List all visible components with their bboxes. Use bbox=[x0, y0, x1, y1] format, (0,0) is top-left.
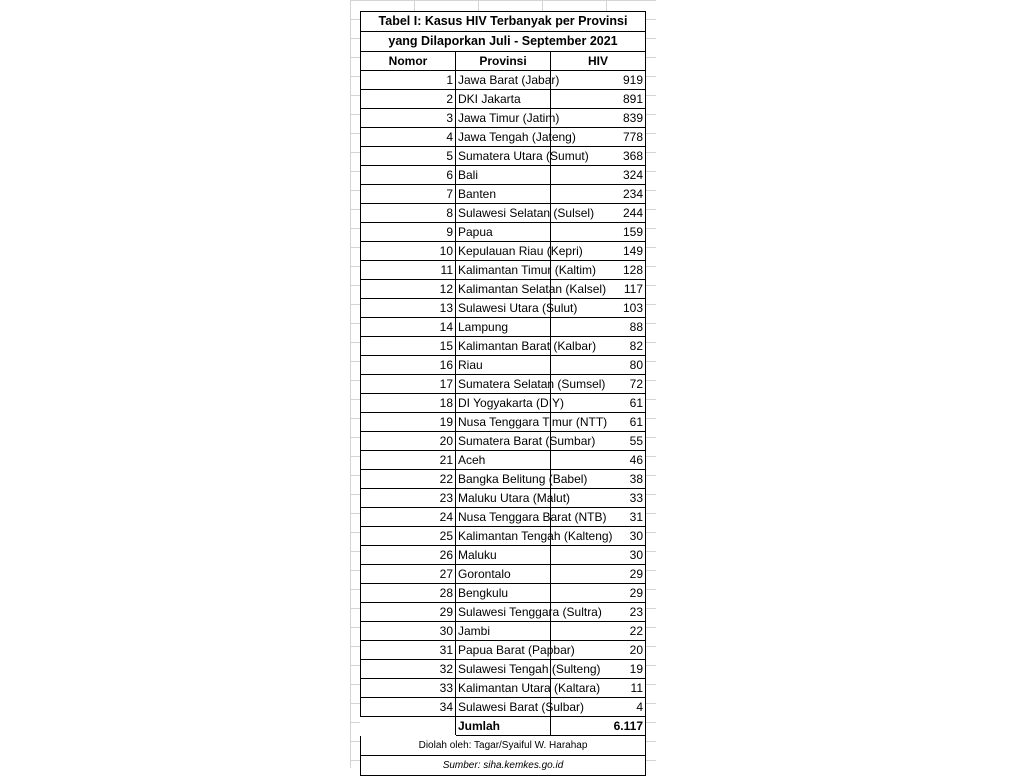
cell-provinsi[interactable]: Nusa Tenggara Timur (NTT) bbox=[456, 413, 551, 432]
table-row bbox=[361, 280, 646, 299]
table-row bbox=[361, 660, 646, 679]
cell-provinsi[interactable]: Lampung bbox=[456, 318, 551, 337]
table-row bbox=[361, 698, 646, 717]
table-row bbox=[361, 394, 646, 413]
cell-provinsi[interactable]: Bangka Belitung (Babel) bbox=[456, 470, 551, 489]
cell-hiv[interactable]: 80 bbox=[551, 356, 646, 375]
cell-nomor[interactable]: 8 bbox=[361, 204, 456, 223]
credit-row bbox=[361, 736, 646, 756]
table-row bbox=[361, 432, 646, 451]
table-row bbox=[361, 603, 646, 622]
cell-provinsi[interactable]: Sumatera Barat (Sumbar) bbox=[456, 432, 551, 451]
table-row bbox=[361, 451, 646, 470]
cell-hiv[interactable]: 19 bbox=[551, 660, 646, 679]
cell-hiv[interactable]: 82 bbox=[551, 337, 646, 356]
cell-provinsi[interactable]: Bali bbox=[456, 166, 551, 185]
header-hiv[interactable]: HIV bbox=[551, 52, 646, 71]
table-title-line-2[interactable]: yang Dilaporkan Juli - September 2021 bbox=[361, 32, 646, 52]
cell-nomor[interactable]: 23 bbox=[361, 489, 456, 508]
cell-provinsi[interactable]: Sumatera Utara (Sumut) bbox=[456, 147, 551, 166]
cell-provinsi[interactable]: Jawa Barat (Jabar) bbox=[456, 71, 551, 90]
table-row bbox=[361, 622, 646, 641]
cell-nomor[interactable]: 1 bbox=[361, 71, 456, 90]
cell-provinsi[interactable]: Nusa Tenggara Barat (NTB) bbox=[456, 508, 551, 527]
cell-provinsi[interactable]: Papua Barat (Papbar) bbox=[456, 641, 551, 660]
cell-provinsi[interactable]: Kalimantan Timur (Kaltim) bbox=[456, 261, 551, 280]
cell-nomor[interactable]: 3 bbox=[361, 109, 456, 128]
title-row-2 bbox=[361, 32, 646, 52]
cell-provinsi[interactable]: Jawa Tengah (Jateng) bbox=[456, 128, 551, 147]
cell-nomor[interactable]: 6 bbox=[361, 166, 456, 185]
cell-hiv[interactable]: 234 bbox=[551, 185, 646, 204]
table-row bbox=[361, 299, 646, 318]
table-row bbox=[361, 546, 646, 565]
cell-provinsi[interactable]: Sulawesi Utara (Sulut) bbox=[456, 299, 551, 318]
cell-hiv[interactable]: 23 bbox=[551, 603, 646, 622]
cell-provinsi[interactable]: Maluku Utara (Malut) bbox=[456, 489, 551, 508]
cell-provinsi[interactable]: Kepulauan Riau (Kepri) bbox=[456, 242, 551, 261]
table-row bbox=[361, 261, 646, 280]
credit-text[interactable]: Diolah oleh: Tagar/Syaiful W. Harahap bbox=[361, 736, 646, 756]
table-row bbox=[361, 147, 646, 166]
cell-provinsi[interactable]: DI Yogyakarta (DIY) bbox=[456, 394, 551, 413]
cell-provinsi[interactable]: Bengkulu bbox=[456, 584, 551, 603]
cell-provinsi[interactable]: Sulawesi Tenggara (Sultra) bbox=[456, 603, 551, 622]
cell-hiv[interactable]: 61 bbox=[551, 394, 646, 413]
cell-nomor[interactable]: 27 bbox=[361, 565, 456, 584]
table-row bbox=[361, 204, 646, 223]
cell-nomor[interactable]: 26 bbox=[361, 546, 456, 565]
cell-nomor[interactable]: 31 bbox=[361, 641, 456, 660]
cell-nomor[interactable]: 24 bbox=[361, 508, 456, 527]
table-row bbox=[361, 223, 646, 242]
cell-hiv[interactable]: 11 bbox=[551, 679, 646, 698]
cell-nomor[interactable]: 22 bbox=[361, 470, 456, 489]
total-empty-cell[interactable] bbox=[361, 717, 456, 736]
table-title-line-1[interactable]: Tabel I: Kasus HIV Terbanyak per Provinsi bbox=[361, 12, 646, 32]
cell-nomor[interactable]: 9 bbox=[361, 223, 456, 242]
table-row bbox=[361, 166, 646, 185]
title-row-1 bbox=[361, 12, 646, 32]
cell-nomor[interactable]: 32 bbox=[361, 660, 456, 679]
cell-hiv[interactable]: 778 bbox=[551, 128, 646, 147]
cell-hiv[interactable]: 919 bbox=[551, 71, 646, 90]
cell-nomor[interactable]: 2 bbox=[361, 90, 456, 109]
cell-provinsi[interactable]: Banten bbox=[456, 185, 551, 204]
table-row bbox=[361, 565, 646, 584]
cell-nomor[interactable]: 14 bbox=[361, 318, 456, 337]
cell-hiv[interactable]: 33 bbox=[551, 489, 646, 508]
cell-nomor[interactable]: 7 bbox=[361, 185, 456, 204]
cell-provinsi[interactable]: Sulawesi Tengah (Sulteng) bbox=[456, 660, 551, 679]
cell-nomor[interactable]: 16 bbox=[361, 356, 456, 375]
table-row bbox=[361, 337, 646, 356]
cell-hiv[interactable]: 839 bbox=[551, 109, 646, 128]
cell-nomor[interactable]: 5 bbox=[361, 147, 456, 166]
cell-nomor[interactable]: 25 bbox=[361, 527, 456, 546]
table-row bbox=[361, 242, 646, 261]
cell-nomor[interactable]: 13 bbox=[361, 299, 456, 318]
header-nomor[interactable]: Nomor bbox=[361, 52, 456, 71]
cell-hiv[interactable]: 88 bbox=[551, 318, 646, 337]
cell-provinsi[interactable]: Papua bbox=[456, 223, 551, 242]
cell-provinsi[interactable]: Aceh bbox=[456, 451, 551, 470]
header-provinsi[interactable]: Provinsi bbox=[456, 52, 551, 71]
cell-hiv[interactable]: 103 bbox=[551, 299, 646, 318]
cell-provinsi[interactable]: Kalimantan Barat (Kalbar) bbox=[456, 337, 551, 356]
cell-nomor[interactable]: 15 bbox=[361, 337, 456, 356]
table-row bbox=[361, 71, 646, 90]
cell-hiv[interactable]: 30 bbox=[551, 527, 646, 546]
cell-provinsi[interactable]: Riau bbox=[456, 356, 551, 375]
cell-provinsi[interactable]: Jambi bbox=[456, 622, 551, 641]
table-row bbox=[361, 109, 646, 128]
cell-hiv[interactable]: 4 bbox=[551, 698, 646, 717]
cell-nomor[interactable]: 18 bbox=[361, 394, 456, 413]
table-row bbox=[361, 375, 646, 394]
cell-nomor[interactable]: 19 bbox=[361, 413, 456, 432]
cell-nomor[interactable]: 20 bbox=[361, 432, 456, 451]
cell-nomor[interactable]: 10 bbox=[361, 242, 456, 261]
table-row bbox=[361, 185, 646, 204]
cell-nomor[interactable]: 4 bbox=[361, 128, 456, 147]
total-label[interactable]: Jumlah bbox=[456, 717, 551, 736]
cell-nomor[interactable]: 28 bbox=[361, 584, 456, 603]
cell-hiv[interactable]: 30 bbox=[551, 546, 646, 565]
table-row bbox=[361, 508, 646, 527]
table-row bbox=[361, 128, 646, 147]
cell-hiv[interactable]: 244 bbox=[551, 204, 646, 223]
cell-provinsi[interactable]: Kalimantan Tengah (Kalteng) bbox=[456, 527, 551, 546]
cell-nomor[interactable]: 34 bbox=[361, 698, 456, 717]
header-row bbox=[361, 52, 646, 71]
cell-provinsi[interactable]: Sulawesi Selatan (Sulsel) bbox=[456, 204, 551, 223]
cell-nomor[interactable]: 11 bbox=[361, 261, 456, 280]
cell-nomor[interactable]: 29 bbox=[361, 603, 456, 622]
cell-hiv[interactable]: 20 bbox=[551, 641, 646, 660]
source-text[interactable]: Sumber: siha.kemkes.go.id bbox=[361, 756, 646, 776]
cell-hiv[interactable]: 72 bbox=[551, 375, 646, 394]
cell-provinsi[interactable]: Jawa Timur (Jatim) bbox=[456, 109, 551, 128]
cell-hiv[interactable]: 128 bbox=[551, 261, 646, 280]
cell-provinsi[interactable]: Sulawesi Barat (Sulbar) bbox=[456, 698, 551, 717]
total-value[interactable]: 6.117 bbox=[551, 717, 646, 736]
cell-hiv[interactable]: 46 bbox=[551, 451, 646, 470]
source-row bbox=[361, 756, 646, 776]
cell-provinsi[interactable]: DKI Jakarta bbox=[456, 90, 551, 109]
cell-provinsi[interactable]: Maluku bbox=[456, 546, 551, 565]
cell-hiv[interactable]: 55 bbox=[551, 432, 646, 451]
cell-hiv[interactable]: 61 bbox=[551, 413, 646, 432]
cell-hiv[interactable]: 22 bbox=[551, 622, 646, 641]
table-row bbox=[361, 90, 646, 109]
cell-hiv[interactable]: 117 bbox=[551, 280, 646, 299]
table-row bbox=[361, 356, 646, 375]
table-row bbox=[361, 679, 646, 698]
total-row bbox=[361, 717, 646, 736]
hiv-cases-table bbox=[360, 11, 646, 776]
table-row bbox=[361, 584, 646, 603]
cell-provinsi[interactable]: Sumatera Selatan (Sumsel) bbox=[456, 375, 551, 394]
cell-hiv[interactable]: 368 bbox=[551, 147, 646, 166]
table-row bbox=[361, 470, 646, 489]
cell-nomor[interactable]: 30 bbox=[361, 622, 456, 641]
cell-hiv[interactable]: 324 bbox=[551, 166, 646, 185]
table-row bbox=[361, 413, 646, 432]
table-row bbox=[361, 641, 646, 660]
table-row bbox=[361, 318, 646, 337]
cell-hiv[interactable]: 29 bbox=[551, 584, 646, 603]
cell-nomor[interactable]: 33 bbox=[361, 679, 456, 698]
cell-hiv[interactable]: 891 bbox=[551, 90, 646, 109]
cell-hiv[interactable]: 31 bbox=[551, 508, 646, 527]
table-row bbox=[361, 489, 646, 508]
cell-provinsi[interactable]: Kalimantan Utara (Kaltara) bbox=[456, 679, 551, 698]
cell-provinsi[interactable]: Gorontalo bbox=[456, 565, 551, 584]
cell-hiv[interactable]: 149 bbox=[551, 242, 646, 261]
cell-hiv[interactable]: 38 bbox=[551, 470, 646, 489]
cell-hiv[interactable]: 159 bbox=[551, 223, 646, 242]
table-row bbox=[361, 527, 646, 546]
cell-nomor[interactable]: 17 bbox=[361, 375, 456, 394]
cell-hiv[interactable]: 29 bbox=[551, 565, 646, 584]
cell-nomor[interactable]: 12 bbox=[361, 280, 456, 299]
cell-nomor[interactable]: 21 bbox=[361, 451, 456, 470]
cell-provinsi[interactable]: Kalimantan Selatan (Kalsel) bbox=[456, 280, 551, 299]
